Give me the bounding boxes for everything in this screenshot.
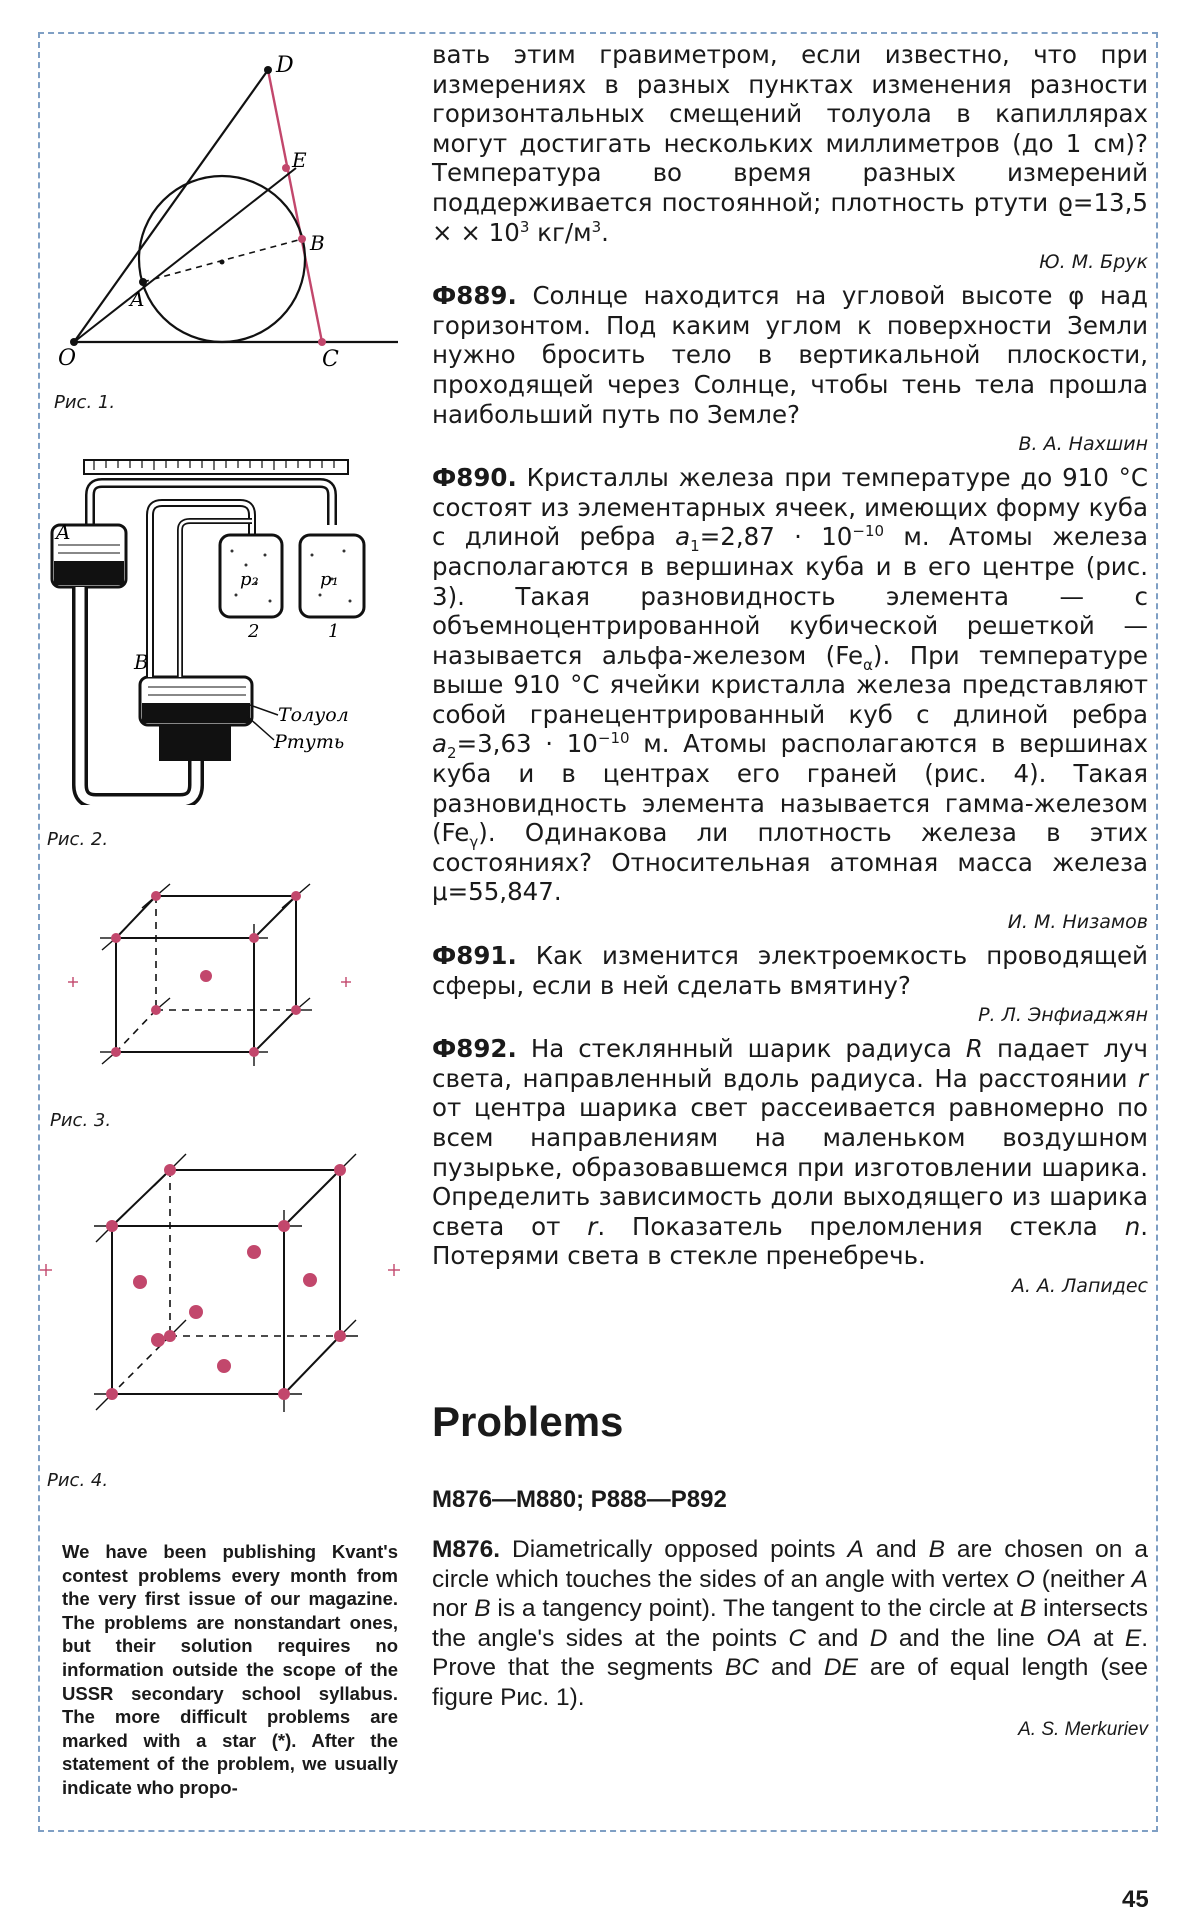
fig2-label-p2: p₂ bbox=[240, 569, 259, 590]
fig2-label-p1: p₁ bbox=[320, 569, 339, 590]
figure-4-diagram bbox=[38, 1140, 408, 1460]
section-heading: Problems bbox=[432, 1398, 624, 1445]
m876-text-1: Diametrically opposed points bbox=[512, 1536, 848, 1563]
problem-f890-exp-2: −10 bbox=[597, 729, 630, 748]
problem-f890-text-7: ). Одинакова ли плотность железа в этих состояниях? Относительная атомная масса железа μ=55,847. bbox=[432, 818, 1148, 907]
m876-text-2: and bbox=[863, 1536, 929, 1563]
problem-f889-text: Солнце находится на угловой высоте φ над горизонтом. Под каким углом к поверхности Земли нужно бросить тело в вертикальной плоскости, проходящей через Солнце, чтобы тень тела прошла наибольший путь по Земле? bbox=[432, 281, 1148, 429]
continuation-exponent: 3 bbox=[519, 217, 530, 236]
problem-f890-text-5: =3,63 · 10 bbox=[456, 729, 598, 759]
continuation-author: Ю. М. Брук bbox=[1039, 251, 1148, 274]
continuation-period: . bbox=[601, 217, 609, 247]
m876-text-9: and the line bbox=[887, 1624, 1047, 1652]
fig2-label-toluene: Толуол bbox=[278, 704, 349, 726]
continuation-text: вать этим гравиметром, если известно, что при измерениях в разных пунктах изменения разности горизонтальных смещений толуола в капиллярах могут достигать нескольких миллиметров (до 1 см)? Температура во время разных измерений поддерживается постоянной; плотность ртути ϱ=13,5 × bbox=[432, 40, 1148, 247]
problem-f892-n: n bbox=[1124, 1211, 1141, 1241]
continuation-paragraph bbox=[432, 40, 1148, 247]
m876-var-o: O bbox=[1015, 1565, 1035, 1593]
m876-text-5: nor bbox=[432, 1595, 475, 1623]
problem-f890-text-2: =2,87 · 10 bbox=[699, 522, 853, 552]
fig2-label-2: 2 bbox=[248, 621, 260, 642]
problem-f890-text-6: м. Атомы располагаются в вершинах куба и в центрах его граней (рис. 4). Такая разновидность элемента называется гамма-железом (Fe bbox=[432, 729, 1148, 848]
problem-m876-author: A. S. Merkuriev bbox=[1018, 1718, 1148, 1740]
figure-3-caption: Рис. 3. bbox=[50, 1110, 112, 1131]
m876-var-oa: OA bbox=[1046, 1624, 1082, 1652]
continuation-unit: кг/м bbox=[529, 217, 592, 247]
problem-f892-text-3: от центра шарика свет рассеивается равномерно по всем направлениям на маленьком воздушном пузырьке, образовавшемся при изготовлении шарика. Определить зависимость доли выходящего из шарика света от bbox=[432, 1093, 1148, 1241]
problem-f892-text-5: . Потерями света в стекле пренебречь. bbox=[432, 1211, 1149, 1271]
m876-text-13: are of equal length (see figure Рис. 1). bbox=[432, 1654, 1148, 1711]
problem-f892-text-1: На стеклянный шарик радиуса bbox=[530, 1034, 966, 1064]
fig1-label-c: C bbox=[322, 347, 339, 372]
m876-text-8: and bbox=[806, 1624, 870, 1652]
m876-text-6: is a tangency point). The tangent to the circle at bbox=[490, 1595, 1020, 1623]
problem-f890-author: И. М. Низамов bbox=[1007, 911, 1148, 934]
m876-text-7: intersects the angle's sides at the points bbox=[432, 1595, 1149, 1652]
fig2-label-a: A bbox=[56, 520, 71, 544]
figure-3-diagram bbox=[46, 870, 366, 1090]
problem-f892 bbox=[432, 1034, 1148, 1271]
m876-text-10: at bbox=[1081, 1624, 1125, 1652]
fig1-label-a: A bbox=[130, 287, 145, 311]
m876-text-4: (neither bbox=[1034, 1565, 1132, 1593]
figure-1-diagram bbox=[58, 40, 398, 380]
problem-f890-a1: a bbox=[675, 522, 691, 552]
problem-f890 bbox=[432, 463, 1148, 907]
fig1-label-d: D bbox=[276, 53, 294, 78]
problem-f891-number: Ф891. bbox=[432, 941, 517, 971]
fig2-label-1: 1 bbox=[328, 621, 340, 642]
problem-f890-a2-sub: 2 bbox=[447, 744, 457, 763]
intro-paragraph: We have been publishing Kvant's contest problems every month from the very first issue of our magazine. The problems are nonstandart ones, but their solution requires no information outside the scope of the USSR secondary school syllabus. The more difficult problems are marked with a star (*). After the statement of the problem, we usually indicate who propo- bbox=[62, 1541, 398, 1798]
problem-f891 bbox=[432, 941, 1148, 1000]
problem-f892-author: А. А. Лапидес bbox=[1011, 1274, 1148, 1297]
problem-f889 bbox=[432, 281, 1148, 429]
fig1-label-o: O bbox=[58, 346, 77, 371]
fig1-label-e: E bbox=[292, 148, 307, 172]
section-subheading: M876—M880; P888—P892 bbox=[432, 1486, 727, 1513]
problem-f890-exp-1: −10 bbox=[852, 522, 885, 541]
continuation-unit-exponent: 3 bbox=[591, 217, 602, 236]
problem-f892-R: R bbox=[965, 1034, 983, 1064]
continuation-text-2: × 10 bbox=[460, 217, 520, 247]
problem-f892-r: r bbox=[1137, 1063, 1148, 1093]
m876-var-b-2: B bbox=[474, 1595, 491, 1623]
m876-var-b: B bbox=[928, 1536, 945, 1563]
problem-f890-number: Ф890. bbox=[432, 463, 517, 493]
problem-m876-block bbox=[432, 1535, 1148, 1749]
figure-2-caption: Рис. 2. bbox=[47, 829, 109, 850]
problem-f890-text-3: м. Атомы железа располагаются в вершинах куба и в его центре (рис. 3). Такая разновидность элемента — с объемноцентрированной кубической решеткой — называется альфа-железом (Fe bbox=[432, 522, 1149, 670]
problem-f892-text-4: . Показатель преломления стекла bbox=[597, 1211, 1125, 1241]
problem-f890-text-4: ). При температуре выше 910 °С ячейки кристалла железа представляют собой гранецентрированный куб с длиной ребра bbox=[432, 640, 1148, 729]
problem-f892-text-2: падает луч света, направленный вдоль радиуса. На расстоянии bbox=[432, 1034, 1148, 1093]
fig2-label-mercury: Ртуть bbox=[274, 731, 345, 753]
figure-2-diagram bbox=[50, 455, 400, 805]
problem-f892-number: Ф892. bbox=[432, 1034, 517, 1064]
m876-var-b-3: B bbox=[1020, 1595, 1037, 1623]
figure-1-caption: Рис. 1. bbox=[54, 392, 116, 413]
problem-f890-text-1: Кристаллы железа при температуре до 910 °С состоят из элементарных ячеек, имеющих форму куба с длиной ребра bbox=[432, 463, 1148, 552]
problem-f890-a1-sub: 1 bbox=[690, 537, 700, 556]
problem-f889-number: Ф889. bbox=[432, 281, 517, 311]
m876-var-d: D bbox=[869, 1624, 888, 1652]
m876-var-a: A bbox=[847, 1536, 864, 1563]
m876-var-e: E bbox=[1124, 1624, 1142, 1652]
m876-text-3: are chosen on a circle which touches the sides of an angle with vertex bbox=[432, 1536, 1148, 1593]
russian-problems-column bbox=[432, 40, 1148, 1305]
m876-var-de: DE bbox=[823, 1654, 858, 1682]
problem-f892-r-2: r bbox=[587, 1211, 598, 1241]
problem-m876 bbox=[432, 1535, 1148, 1713]
m876-var-a-2: A bbox=[1131, 1565, 1148, 1593]
figure-4-caption: Рис. 4. bbox=[47, 1470, 109, 1491]
problem-f891-author: Р. Л. Энфиаджян bbox=[978, 1004, 1148, 1027]
problem-f889-author: В. А. Нахшин bbox=[1018, 433, 1148, 456]
problem-f891-text: Как изменится электроемкость проводящей сферы, если в ней сделать вмятину? bbox=[432, 941, 1148, 1000]
m876-var-c: C bbox=[788, 1624, 807, 1652]
fig2-label-b: B bbox=[134, 650, 149, 674]
m876-var-bc: BC bbox=[725, 1654, 760, 1682]
problem-f890-gamma: γ bbox=[469, 833, 479, 852]
fig1-label-b: B bbox=[310, 231, 325, 255]
problem-f890-alpha: α bbox=[863, 655, 873, 674]
problem-f890-a2: a bbox=[432, 729, 448, 759]
m876-text-12: and bbox=[759, 1654, 824, 1682]
problem-m876-number: M876. bbox=[432, 1536, 501, 1563]
m876-text-11: . Prove that the segments bbox=[432, 1624, 1148, 1682]
page-number: 45 bbox=[1122, 1886, 1149, 1913]
